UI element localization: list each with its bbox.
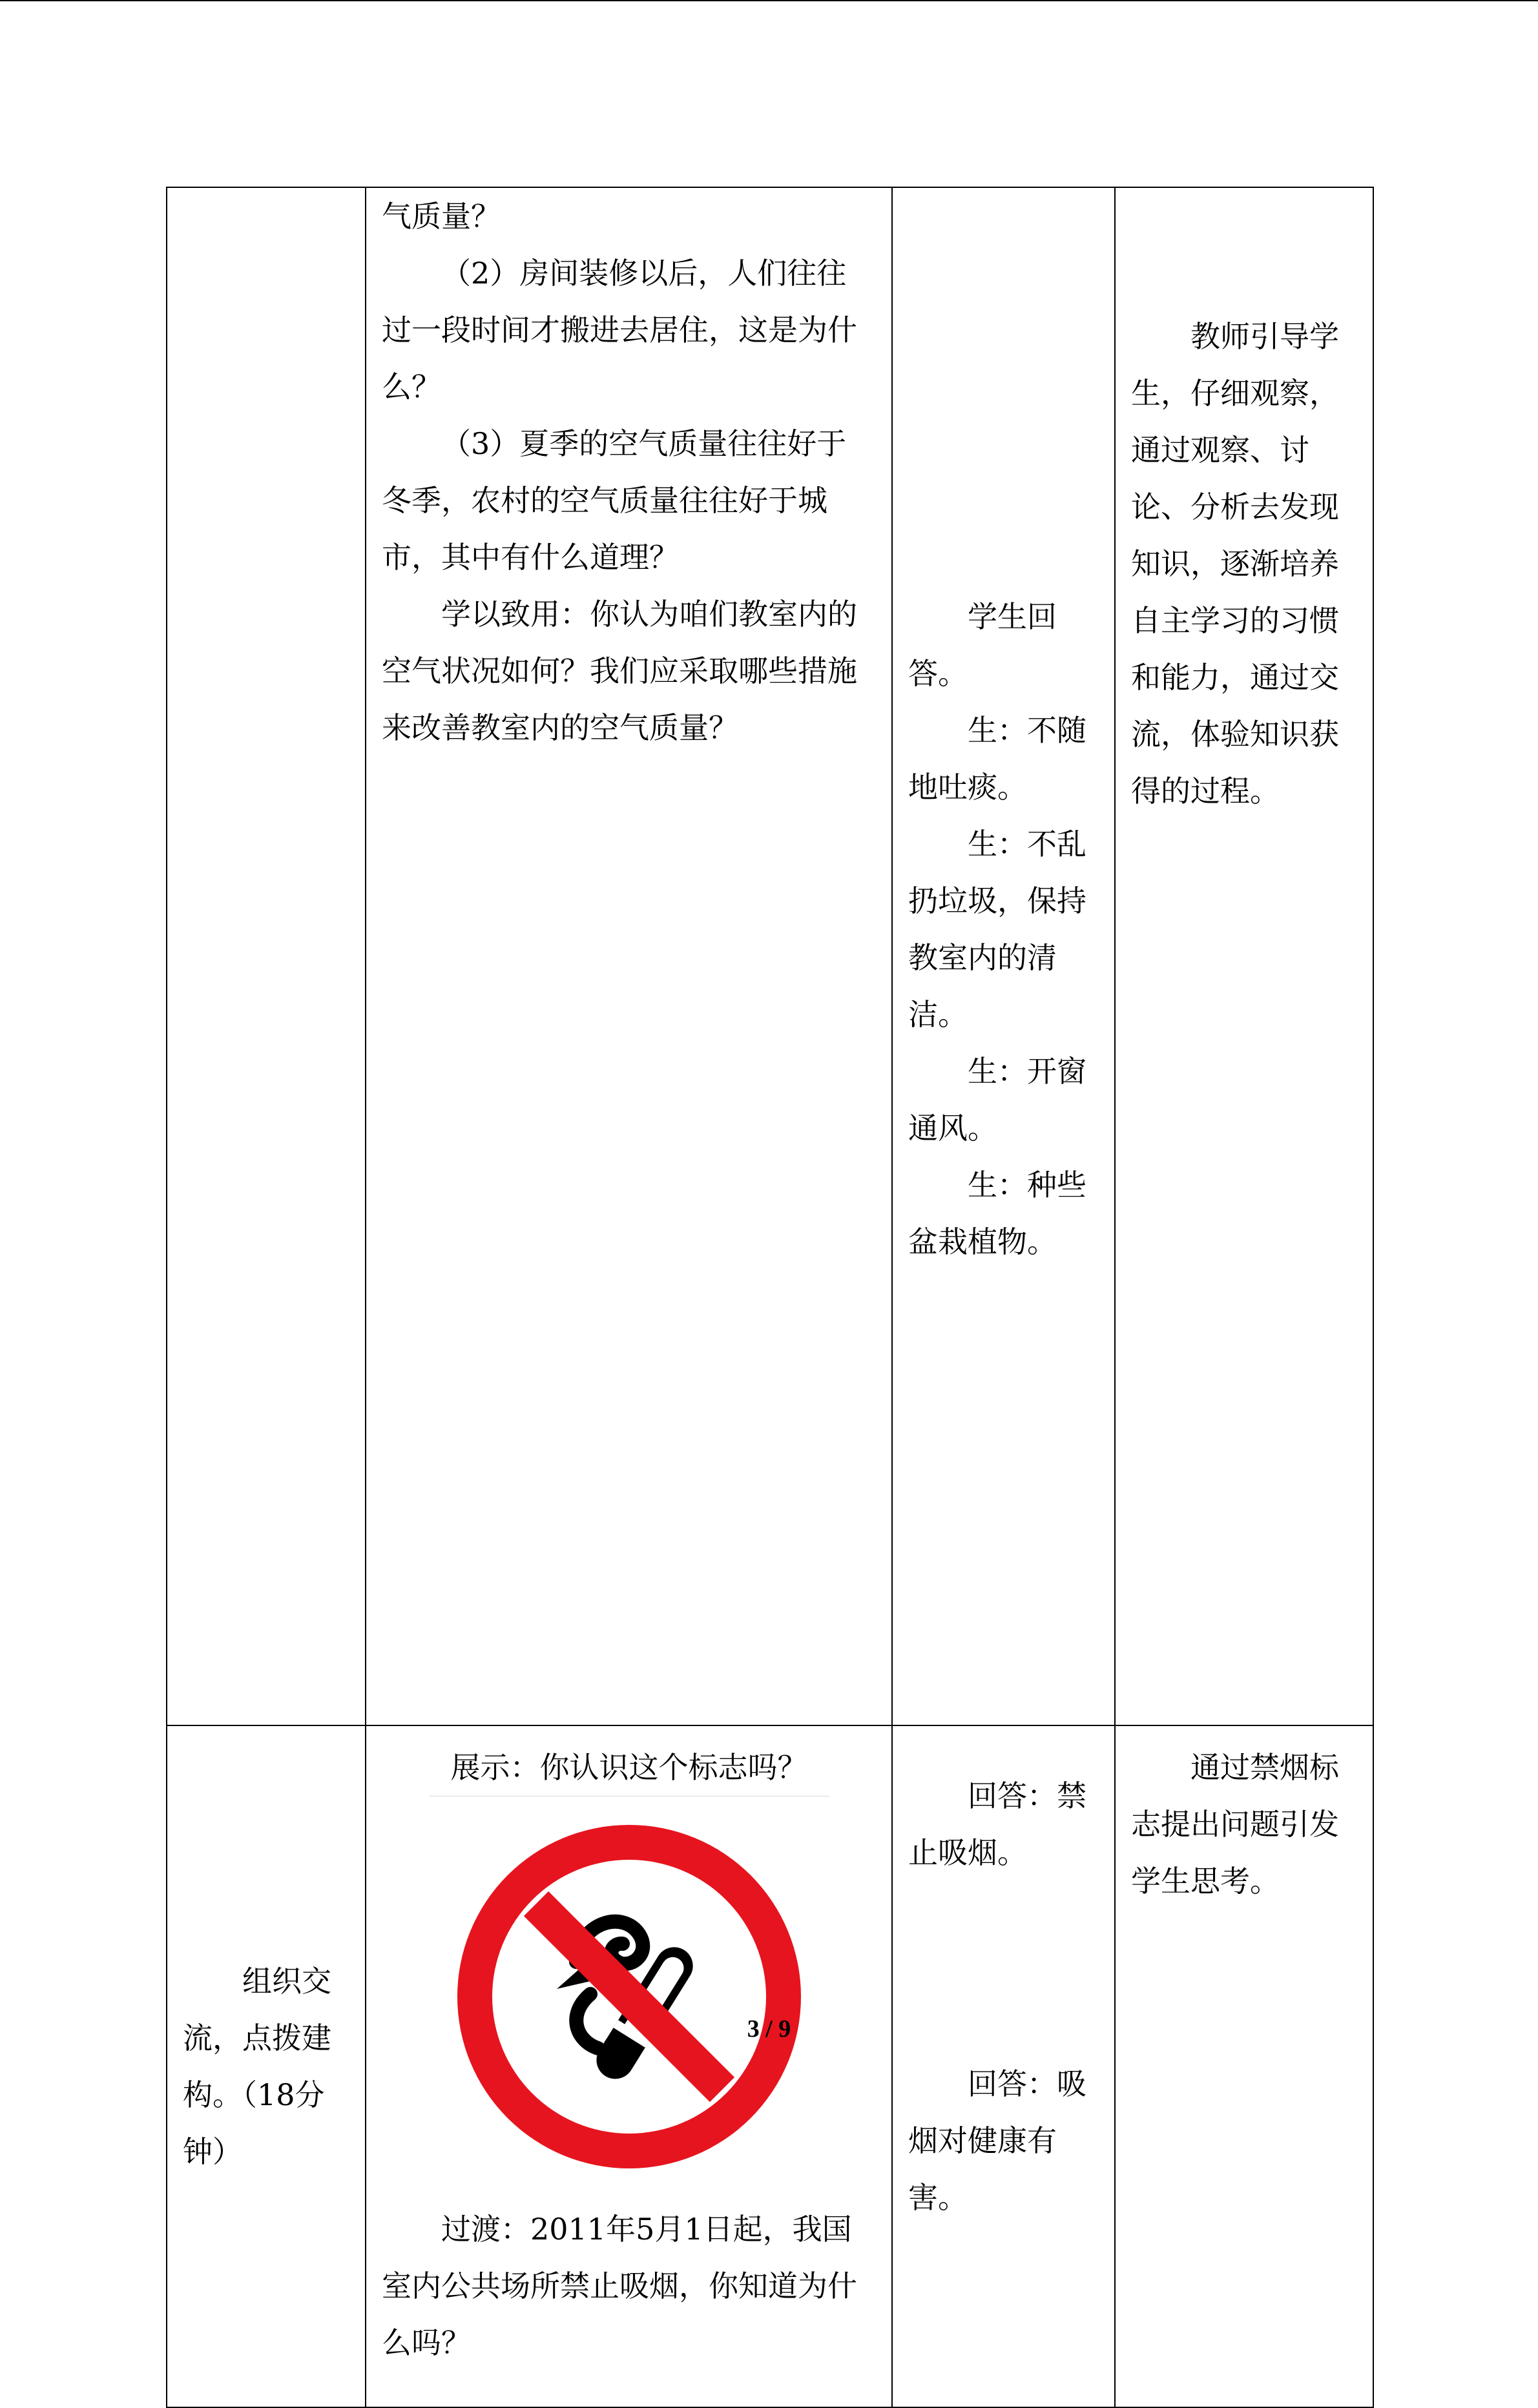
- teacher-text-line: 学以致用：你认为咱们教室内的空气状况如何？我们应采取哪些措施来改善教室内的空气质量？: [382, 597, 857, 745]
- page-top-border: [0, 0, 1538, 1]
- stage-text: 组织交流，点拨建构。（18分钟）: [183, 1964, 331, 2169]
- page-number: 3 / 9: [747, 2015, 791, 2043]
- student-answer: 回答：禁止吸烟。: [908, 1778, 1086, 1870]
- design-intent-text: 教师引导学生，仔细观察，通过观察、讨论、分析去发现知识，逐渐培养自主学习的习惯和能力，通过交流，体验知识获得的过程。: [1131, 319, 1339, 808]
- student-activity-cell: [892, 187, 1115, 1725]
- table-row: [167, 187, 1373, 1725]
- stage-cell: [167, 187, 366, 1725]
- teacher-activity-cell: [366, 1725, 892, 2407]
- no-smoking-icon: [429, 1800, 829, 2201]
- teacher-text-line: 气质量？: [382, 199, 501, 234]
- design-intent-text: 通过禁烟标志提出问题引发学生思考。: [1131, 1750, 1339, 1899]
- teacher-text-line: （2）房间装修以后，人们往往过一段时间才搬进去居住，这是为什么？: [382, 256, 857, 404]
- teacher-transition-text: 过渡：2011年5月1日起，我国室内公共场所禁止吸烟，你知道为什么吗？: [382, 2212, 857, 2360]
- student-answer: 生：不乱扔垃圾，保持教室内的清洁。: [908, 827, 1086, 1032]
- design-intent-cell: [1115, 187, 1373, 1725]
- student-answer: 学生回答。: [908, 599, 1057, 691]
- student-activity-cell: [892, 1725, 1115, 2407]
- table-row: [167, 1725, 1373, 2407]
- student-answer: 生：种些盆栽植物。: [908, 1168, 1086, 1259]
- student-answer: 生：不随地吐痰。: [908, 713, 1086, 805]
- stage-cell: [167, 1725, 366, 2407]
- student-answer: 回答：吸烟对健康有害。: [908, 2066, 1086, 2215]
- teacher-text-line: （3）夏季的空气质量往往好于冬季，农村的空气质量往往好于城市，其中有什么道理？: [382, 426, 847, 575]
- lesson-plan-table: [166, 187, 1374, 2408]
- design-intent-cell: [1115, 1725, 1373, 2407]
- student-answer: 生：开窗通风。: [908, 1054, 1086, 1146]
- teacher-activity-cell: [366, 187, 892, 1725]
- sign-caption: 展示：你认识这个标志吗？: [450, 1750, 807, 1785]
